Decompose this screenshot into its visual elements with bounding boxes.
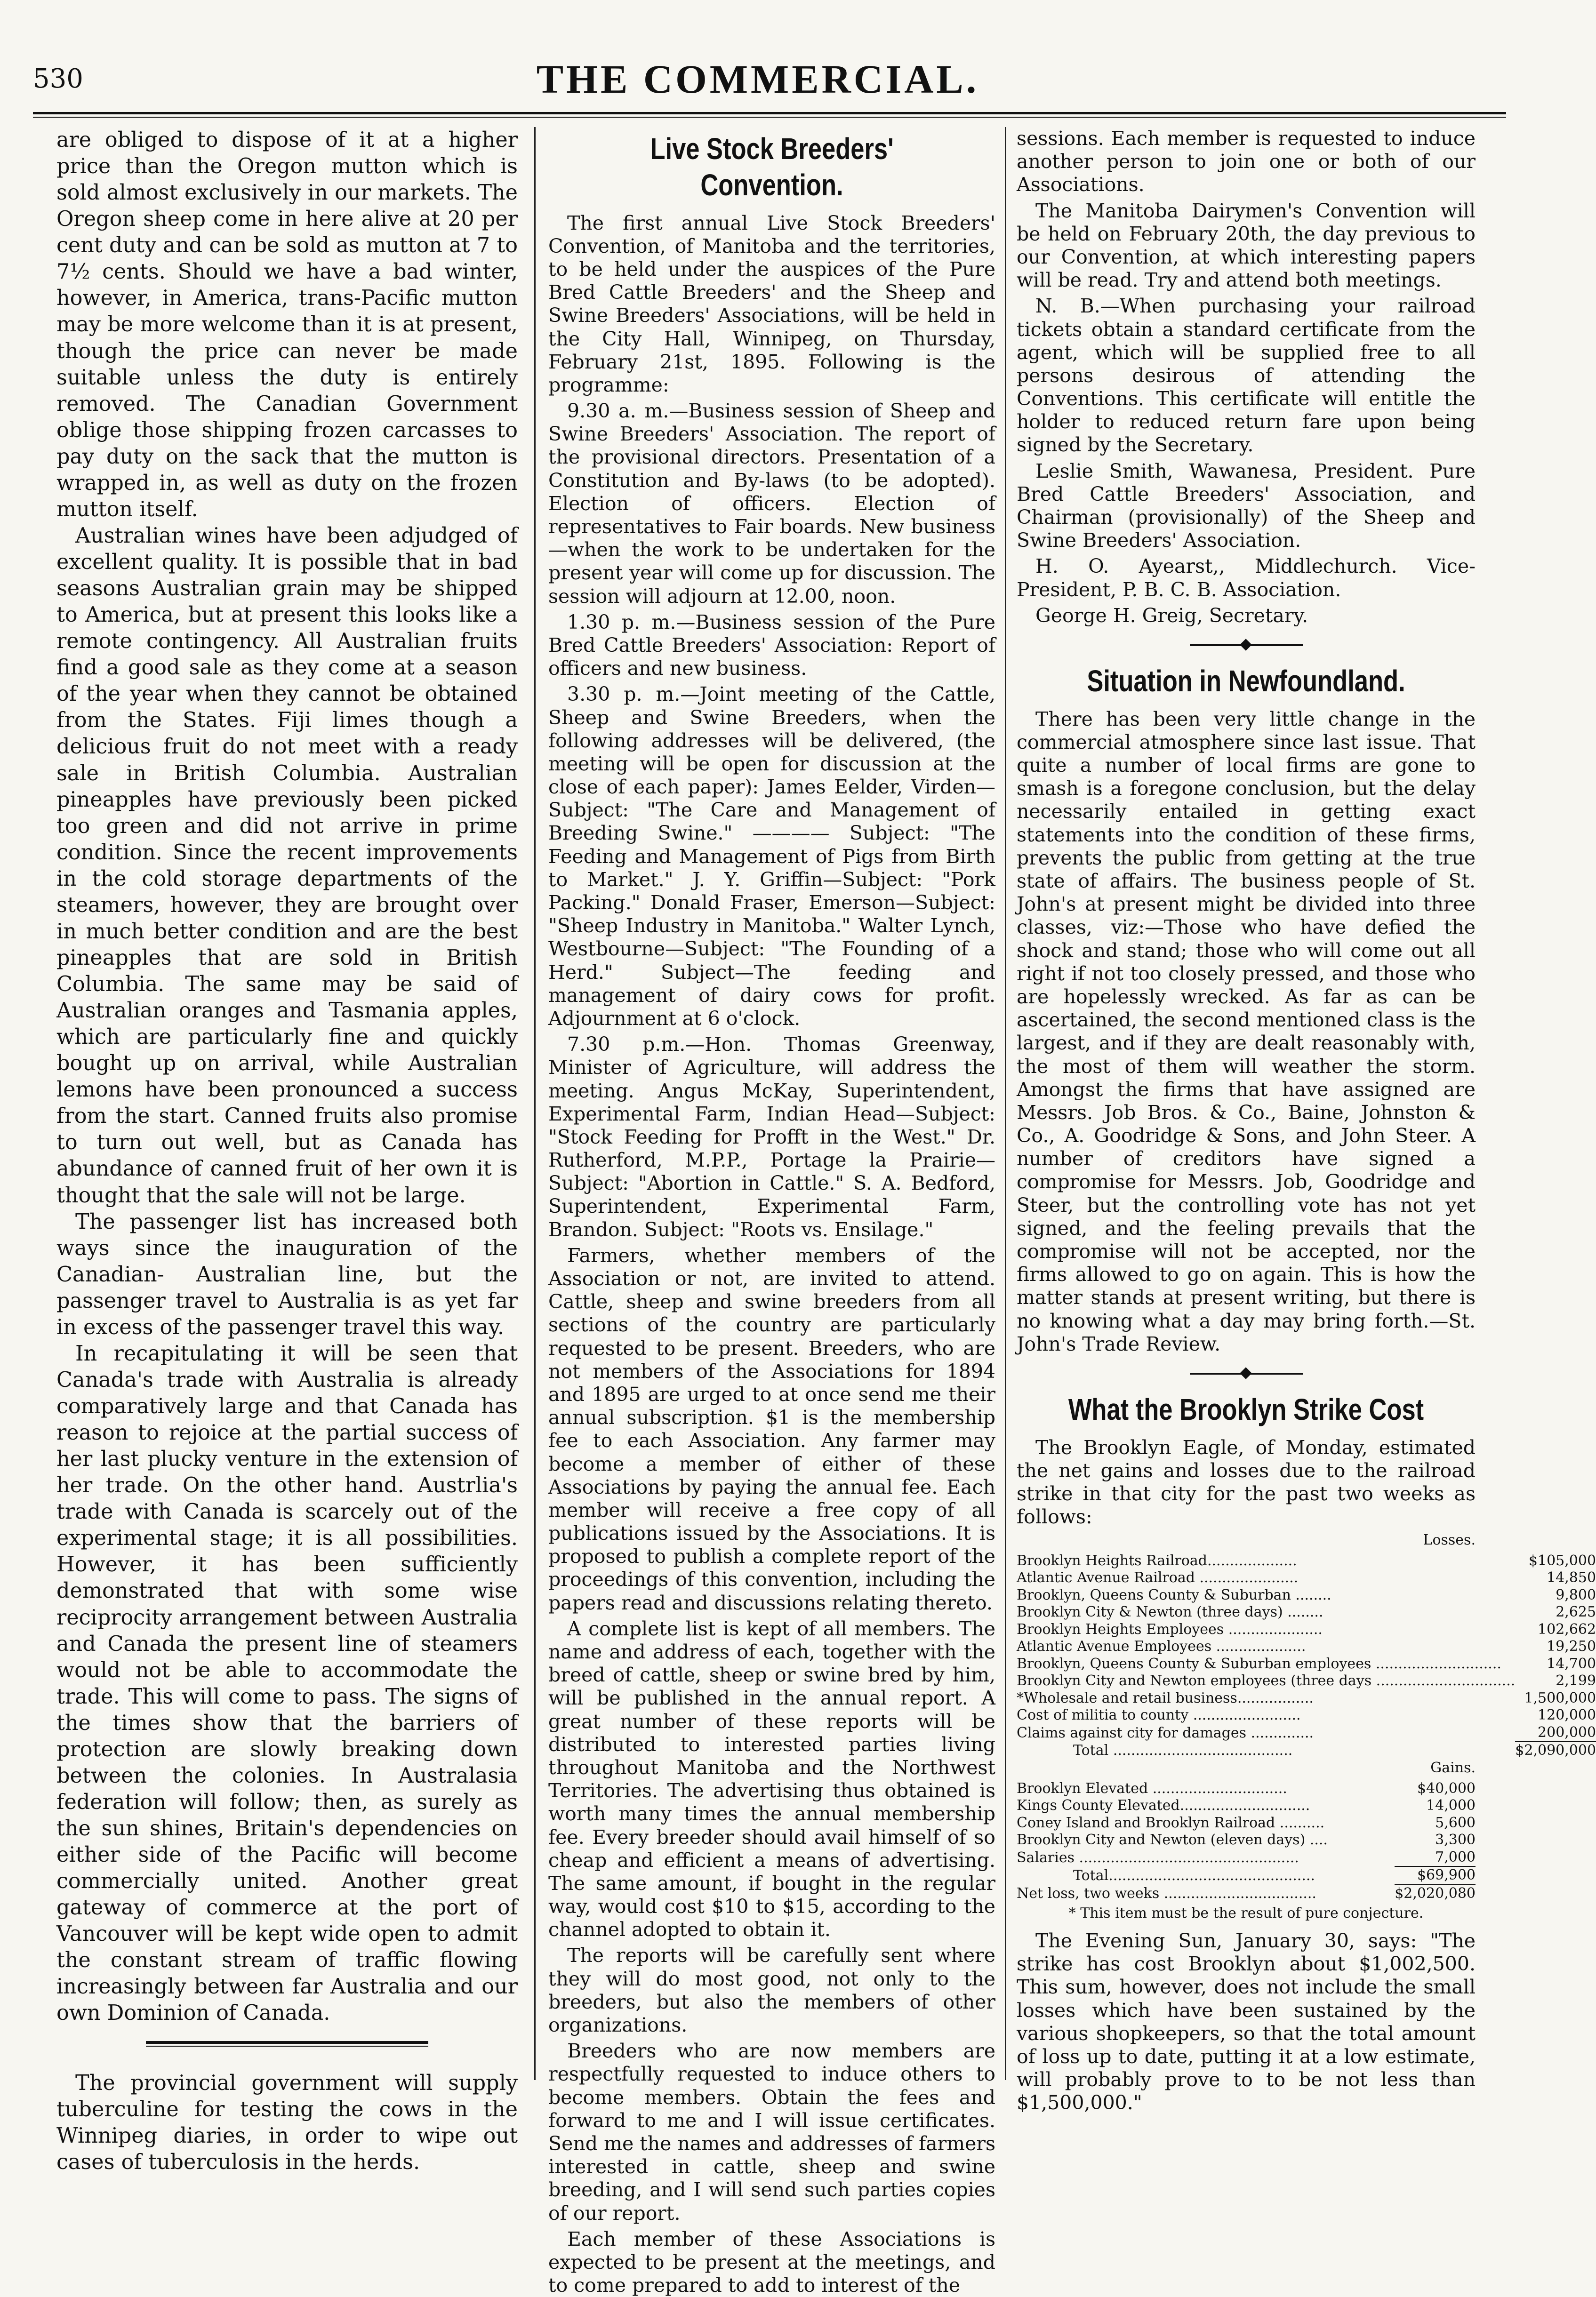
- row-label: Brooklyn Heights Railroad....................: [1017, 1552, 1297, 1569]
- row-value: 7,000: [1435, 1849, 1476, 1865]
- row-value: 1,500,000: [1524, 1689, 1596, 1706]
- table-row: [1017, 1849, 1476, 1867]
- row-value: 2,199: [1556, 1673, 1596, 1689]
- row-label: Salaries .................................................: [1017, 1849, 1299, 1866]
- net-loss-value: $2,020,080: [1395, 1885, 1476, 1902]
- row-value: 14,000: [1426, 1797, 1476, 1814]
- row-value: 2,625: [1556, 1604, 1596, 1621]
- table-row: [1017, 1604, 1596, 1621]
- row-value: 120,000: [1538, 1707, 1596, 1724]
- table-row: [1017, 1797, 1476, 1815]
- total-value: $69,900: [1395, 1866, 1476, 1885]
- table-row: [1017, 1553, 1596, 1570]
- article-heading: What the Brooklyn Strike Cost: [1068, 1392, 1424, 1426]
- gains-header: Gains.: [1430, 1759, 1476, 1776]
- header-rule-thin: [33, 117, 1506, 118]
- table-row: [1017, 1656, 1596, 1673]
- row-value: $105,000: [1528, 1552, 1596, 1569]
- section-divider: [1190, 1373, 1303, 1375]
- row-label: Brooklyn City and Newton employees (three days ...............................: [1017, 1673, 1516, 1689]
- row-label: Cost of militia to county ........................: [1017, 1707, 1301, 1724]
- paragraph: Australian wines have been adjudged of excellent quality. It is possible that in bad seasons Australian grain may be shipped to America, but at present this looks like a remote contingency. All Australian fruits find a good sale as they come at a season of the year when they cannot be obtained from the States. Fiji limes though a delicious fruit do not meet with a ready sale in British Columbia. Australian pineapples have previously been picked too green and did not arrive in prime condition. Since the recent improvements in the cold storage departments of the steamers, however, they are brought over in much better condition and are the best pineapples that are sold in British Columbia. The same may be said of Australian oranges and Tasmania apples, which are particularly fine and quickly bought up on arrival, while Australian lemons have been pronounced a success from the start. Canned fruits also promise to turn out well, but as Canada has abundance of canned fruit of her own it is thought that the sale will not be large.: [56, 523, 518, 1208]
- page-number: 530: [33, 64, 83, 94]
- row-value: 3,300: [1435, 1832, 1476, 1849]
- net-loss-label: Net loss, two weeks ..................................: [1017, 1885, 1316, 1902]
- paragraph: The Brooklyn Eagle, of Monday, estimated the net gains and losses due to the railroad strike in that city for the past two weeks as follows:: [1017, 1436, 1476, 1529]
- section-divider: [146, 2041, 428, 2047]
- row-value: 14,850: [1547, 1569, 1596, 1586]
- row-value: 14,700: [1547, 1655, 1596, 1672]
- table-row: [1017, 1621, 1596, 1639]
- row-value: 5,600: [1435, 1814, 1476, 1831]
- row-label: Coney Island and Brooklyn Railroad ..........: [1017, 1814, 1325, 1831]
- paragraph: The provincial government will supply tuberculine for testing the cows in the Winnipeg diaries, in order to wipe out cases of tuberculosis in the herds.: [56, 2071, 518, 2174]
- table-row: [1017, 1638, 1596, 1656]
- row-value: 9,800: [1556, 1586, 1596, 1603]
- paragraph: 9.30 a. m.—Business session of Sheep and Swine Breeders' Association. The report of the provisional directors. Presentation of a Constitution and By-laws (to be adopted). Election of officers. Election of representatives to Fair boards. New business—when the work to be undertaken for the present year will come up for discussion. The session will adjourn at 12.00, noon.: [548, 400, 995, 608]
- header-rule: [33, 112, 1506, 114]
- table-row: [1017, 1690, 1596, 1707]
- row-label: Brooklyn Heights Employees .....................: [1017, 1621, 1323, 1638]
- paragraph: Breeders who are now members are respectfully requested to induce others to become members. Obtain the fees and forward to me and I will issue certificates. Send me the names and addresses of farmers interested in cattle, sheep and swine breeding, and I will send such parties copies of our report.: [548, 2040, 995, 2225]
- table-row: [1017, 1587, 1596, 1604]
- row-value: 19,250: [1547, 1638, 1596, 1655]
- paragraph: The Evening Sun, January 30, says: "The strike has cost Brooklyn about $1,002,500. This sum, however, does not include the small losses which have been sustained by the various shopkeepers, so that the total amount of loss up to date, putting it at a low estimate, will probably prove to to be not less than $1,500,000.": [1017, 1929, 1476, 2114]
- paragraph: sessions. Each member is requested to induce another person to join one or both of our Associations.: [1017, 127, 1476, 196]
- row-value: 200,000: [1538, 1724, 1596, 1741]
- total-label: Total ........................................: [1073, 1742, 1293, 1759]
- paragraph: In recapitulating it will be seen that Canada's trade with Australia is already comparatively large and that Canada has reason to rejoice at the partial success of her last plucky venture in the extension of her trade. On the other hand. Austrlia's trade with Canada is scarcely out of the experimental stage; it is all possibilities. However, it has been sufficiently demonstrated that with some wise reciprocity arrangement between Australia and Canada the present line of steamers would not be able to accommodate the trade. This will come to pass. The signs of the times show that the barriers of protection are slowly breaking down between the colonies. In Australasia federation will follow; then, as surely as the sun shines, Britain's dependencies on either side of the Pacific will become commercially united. Another great gateway of commerce at the port of Vancouver will be kept wide open to admit the constant stream of traffic flowing increasingly between far Australia and our own Dominion of Canada.: [56, 1341, 518, 2025]
- paragraph: H. O. Ayearst,, Middlechurch. Vice-President, P. B. C. B. Association.: [1017, 555, 1476, 601]
- section-divider: [1190, 644, 1303, 646]
- total-label: Total..............................................: [1073, 1867, 1315, 1884]
- article-heading: Situation in Newfoundland.: [1087, 664, 1405, 698]
- article-heading: Live Stock Breeders' Convention.: [650, 132, 894, 202]
- table-row: [1017, 1742, 1596, 1760]
- table-row: [1017, 1780, 1476, 1798]
- paragraph: Farmers, whether members of the Association or not, are invited to attend. Cattle, sheep and swine breeders from all sections of the country are particularly requested to be present. Breeders, who are not members of the Associations for 1894 and 1895 are urged to at once send me their annual subscription. $1 is the membership fee to each Association. Any farmer may become a member of either of these Associations by paying the annual fee. Each member will receive a free copy of all publications issued by the Associations. It is proposed to publish a complete report of the proceedings of this convention, including the papers read and discussions relating thereto.: [548, 1244, 995, 1614]
- row-label: Brooklyn, Queens County & Suburban ........: [1017, 1586, 1331, 1603]
- paragraph: The passenger list has increased both ways since the inauguration of the Canadian- Australian line, but the passenger travel to Australia is as yet far in excess of the passenger travel this way.: [56, 1209, 518, 1339]
- masthead: THE COMMERCIAL.: [536, 56, 979, 102]
- row-label: Brooklyn City & Newton (three days) ........: [1017, 1604, 1323, 1621]
- total-value: $2,090,000: [1515, 1742, 1596, 1759]
- paragraph: N. B.—When purchasing your railroad tickets obtain a standard certificate from the agent, which will be supplied free to all persons desirous of attending the Conventions. This certificate will entitle the holder to reduced return fare upon being signed by the Secretary.: [1017, 295, 1476, 456]
- row-label: Brooklyn City and Newton (eleven days) ....: [1017, 1832, 1328, 1849]
- table-row: [1017, 1885, 1476, 1903]
- table-row: [1017, 1673, 1596, 1690]
- paragraph: A complete list is kept of all members. The name and address of each, together with the breed of cattle, sheep or swine bred by him, will be published in the annual report. A great number of these reports will be distributed to interested parties living throughout Manitoba and the Northwest Territories. The advertising thus obtained is worth many times the annual membership fee. Every breeder should avail himself of so cheap and efficient a means of advertising. The same amount, if bought in the regular way, would cost $10 to $15, according to the channel adopted to obtain it.: [548, 1617, 995, 1941]
- losses-header: Losses.: [1423, 1531, 1476, 1548]
- row-label: Atlantic Avenue Employees ....................: [1017, 1638, 1306, 1655]
- column-2: [548, 127, 995, 2297]
- row-label: Kings County Elevated.............................: [1017, 1797, 1310, 1814]
- paragraph: Each member of these Associations is expected to be present at the meetings, and to come prepared to add to interest of the: [548, 2227, 995, 2297]
- losses-table: [1017, 1553, 1596, 1760]
- table-row: [1017, 1707, 1596, 1724]
- row-label: Brooklyn Elevated ..............................: [1017, 1780, 1287, 1797]
- paragraph: There has been very little change in the commercial atmosphere since last issue. That quite a number of local firms are gone to smash is a foregone conclusion, but the delay necessarily entailed in getting exact statements into the condition of these firms, prevents the public from getting at the true state of affairs. The business people of St. John's at present might be divided into three classes, viz:—Those who have defied the shock and stand; those who will come out all right if not too closely pressed, and those who are hopelessly wrecked. As far as can be ascertained, the second mentioned class is the largest, and if they are dealt reasonably with, the most of them will weather the storm. Amongst the firms that have assigned are Messrs. Job Bros. & Co., Baine, Johnston & Co., A. Goodridge & Sons, and John Steer. A number of creditors have signed a compromise for Messrs. Job, Goodridge and Steer, but the controlling vote has not yet signed, and the feeling prevails that the compromise will not be accepted, nor the firms allowed to go on again. This is how the matter stands at present writing, but there is no knowing what a day may bring forth.—St. John's Trade Review.: [1017, 707, 1476, 1355]
- row-label: Claims against city for damages ..............: [1017, 1724, 1314, 1741]
- row-label: *Wholesale and retail business.................: [1017, 1689, 1314, 1706]
- table-row: [1017, 1815, 1476, 1832]
- row-value: 102,662: [1538, 1621, 1596, 1638]
- table-row: [1017, 1832, 1476, 1849]
- table-row: [1017, 1866, 1476, 1885]
- paragraph: The first annual Live Stock Breeders' Convention, of Manitoba and the territories, to be held under the auspices of the Pure Bred Cattle Breeders' and the Sheep and Swine Breeders' Associations, will be held in the City Hall, Winnipeg, on Thursday, February 21st, 1895. Following is the programme:: [548, 211, 995, 396]
- table-row: [1017, 1724, 1596, 1742]
- column-1: [56, 127, 518, 2174]
- paragraph: 7.30 p.m.—Hon. Thomas Greenway, Minister of Agriculture, will address the meeting. Angus McKay, Superintendent, Experimental Farm, Indian Head—Subject: "Stock Feeding for Profft in the West." Dr. Rutherford, M.P.P., Portage la Prairie—Subject: "Abortion in Cattle." S. A. Bedford, Superintendent, Experimental Farm, Brandon. Subject: "Roots vs. Ensilage.": [548, 1033, 995, 1241]
- paragraph: The reports will be carefully sent where they will do most good, not only to the breeders, but also the members of other organizations.: [548, 1944, 995, 2037]
- row-value: $40,000: [1417, 1780, 1476, 1797]
- paragraph: 3.30 p. m.—Joint meeting of the Cattle, Sheep and Swine Breeders, when the following addresses will be delivered, (the meeting will be open for discussion at the close of each paper): James Eelder, Virden—Subject: "The Care and Management of Breeding Swine." ———— Subject: "The Feeding and Management of Pigs from Birth to Market." J. Y. Griffin—Subject: "Pork Packing." Donald Fraser, Emerson—Subject: "Sheep Industry in Manitoba." Walter Lynch, Westbourne—Subject: "The Founding of a Herd." Subject—The feeding and management of dairy cows for profit. Adjournment at 6 o'clock.: [548, 683, 995, 1030]
- row-label: Atlantic Avenue Railroad ......................: [1017, 1569, 1299, 1586]
- row-label: Brooklyn, Queens County & Suburban employees ............................: [1017, 1655, 1501, 1672]
- footnote: * This item must be the result of pure conjecture.: [1068, 1905, 1424, 1922]
- paragraph: The Manitoba Dairymen's Convention will be held on February 20th, the day previous to our Convention, at which interesting papers will be read. Try and attend both meetings.: [1017, 199, 1476, 292]
- table-row: [1017, 1569, 1596, 1587]
- column-divider: [1005, 127, 1006, 2080]
- column-3: [1017, 127, 1596, 2114]
- paragraph: are obliged to dispose of it at a higher price than the Oregon mutton which is sold almost exclusively in our markets. The Oregon sheep come in here alive at 20 per cent duty and can be sold as mutton at 7 to 7½ cents. Should we have a bad winter, however, in America, trans-Pacific mutton may be more welcome than it is at present, though the price can never be made suitable unless the duty is entirely removed. The Canadian Government oblige those shipping frozen carcasses to pay duty on the sack that the mutton is wrapped in, as well as duty on the frozen mutton itself.: [56, 128, 518, 521]
- gains-table: [1017, 1780, 1476, 1903]
- paragraph: 1.30 p. m.—Business session of the Pure Bred Cattle Breeders' Association: Report of officers and new business.: [548, 610, 995, 680]
- paragraph: Leslie Smith, Wawanesa, President. Pure Bred Cattle Breeders' Association, and Chairman (provisionally) of the Sheep and Swine Breeders' Association.: [1017, 459, 1476, 552]
- column-divider: [534, 127, 536, 2080]
- paragraph: George H. Greig, Secretary.: [1035, 604, 1308, 627]
